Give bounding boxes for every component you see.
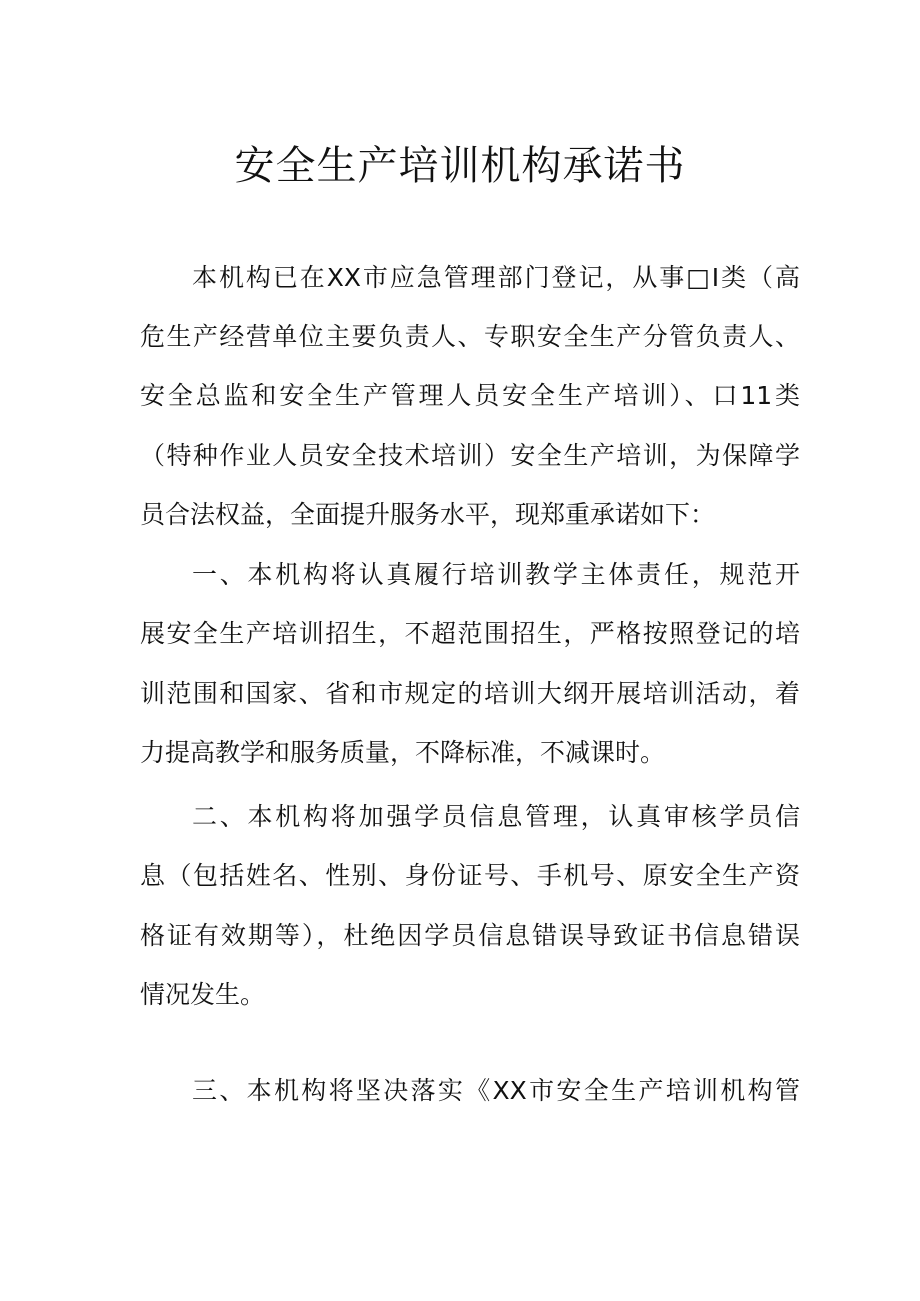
paragraph-two-line-2: 息（包括姓名、性别、身份证号、手机号、原安全生产资: [140, 861, 800, 890]
paragraph-one-line-1: 一、本机构将认真履行培训教学主体责任，规范开: [192, 560, 800, 589]
paragraph-intro-line-5: 员合法权益，全面提升服务水平，现郑重承诺如下：: [140, 500, 716, 529]
paragraph-intro-line-4: （特种作业人员安全技术培训）安全生产培训，为保障学: [140, 441, 800, 470]
paragraph-intro-line-3: 安全总监和安全生产管理人员安全生产培训）、口11类: [140, 381, 800, 410]
document-title: 安全生产培训机构承诺书: [234, 143, 686, 189]
paragraph-intro-line-2: 危生产经营单位主要负责人、专职安全生产分管负责人、: [140, 322, 800, 351]
paragraph-intro-line-1: 本机构已在XX市应急管理部门登记，从事□I类（高: [192, 263, 800, 292]
paragraph-one-line-2: 展安全生产培训招生，不超范围招生，严格按照登记的培: [140, 619, 800, 648]
paragraph-two-line-4: 情况发生。: [140, 980, 266, 1009]
paragraph-two-line-1: 二、本机构将加强学员信息管理，认真审核学员信: [192, 802, 800, 831]
paragraph-three-line-1: 三、本机构将坚决落实《XX市安全生产培训机构管: [192, 1076, 800, 1105]
paragraph-one-line-4: 力提高教学和服务质量，不降标准，不减课时。: [140, 738, 666, 767]
paragraph-one-line-3: 训范围和国家、省和市规定的培训大纲开展培训活动，着: [140, 679, 800, 708]
paragraph-two-line-3: 格证有效期等），杜绝因学员信息错误导致证书信息错误: [140, 921, 800, 950]
